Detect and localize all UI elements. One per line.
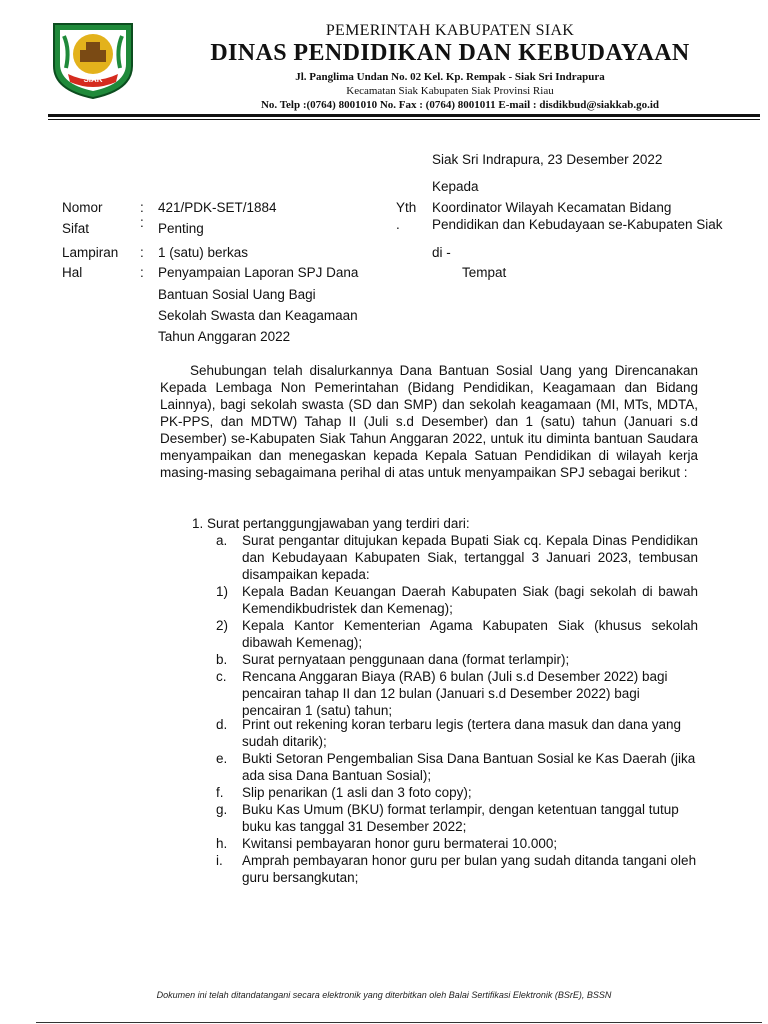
sub-marker-i: i. bbox=[216, 853, 223, 868]
list-item-1: 1. Surat pertanggungjawaban yang terdiri dari: bbox=[192, 516, 470, 531]
sub-marker-g: g. bbox=[216, 802, 228, 817]
siak-regency-logo bbox=[50, 20, 136, 100]
hal-colon: : bbox=[140, 265, 144, 280]
sub-item-b: Surat pernyataan penggunaan dana (format terlampir); bbox=[242, 652, 570, 667]
yth-label: Yth bbox=[396, 200, 417, 215]
lampiran-colon: : bbox=[140, 245, 144, 260]
sub-item-a: Surat pengantar ditujukan kepada Bupati Siak cq. Kepala Dinas Pendidikan dan Kebudayaan Kabupaten Siak, tertanggal 3 Januari 2023, tembusan disampaikan kepada: bbox=[242, 533, 698, 582]
sub-item-2: Kepala Kantor Kementerian Agama Kabupaten Siak (khusus sekolah dibawah Kemenag); bbox=[242, 618, 698, 650]
letterhead-government: PEMERINTAH KABUPATEN SIAK bbox=[325, 22, 575, 39]
sub-marker-1: 1) bbox=[216, 584, 229, 599]
lampiran-label: Lampiran bbox=[62, 245, 119, 260]
sub-marker-c: c. bbox=[216, 669, 227, 684]
sub-marker-a: a. bbox=[216, 533, 228, 548]
sub-item-e: Bukti Setoran Pengembalian Sisa Dana Bantuan Sosial ke Kas Daerah (jika ada sisa Dana Bantuan Sosial); bbox=[242, 751, 696, 783]
recipient-line-1: Koordinator Wilayah Kecamatan Bidang bbox=[432, 200, 672, 215]
sifat-colon: : bbox=[140, 215, 144, 230]
letterhead-contact: No. Telp :(0764) 8001010 No. Fax : (0764) 8001011 E-mail : disdikbud@siakkab.go.id bbox=[260, 99, 660, 111]
hal-line-2: Bantuan Sosial Uang Bagi bbox=[158, 287, 316, 302]
sub-item-h: Kwitansi pembayaran honor guru bermaterai 10.000; bbox=[242, 836, 558, 851]
sub-marker-2: 2) bbox=[216, 618, 229, 633]
body-paragraph: Sehubungan telah disalurkannya Dana Bantuan Sosial Uang yang Direncanakan Kepada Lembaga Non Pemerintahan (Bidang Pendidikan, Keagamaan dan Bidang Lainnya), bagi sekolah swasta (SD dan SMP) dan sekolah keagamaan (MI, MTs, MDTA, PK-PPS, dan MDTW) Tahap II (Juli s.d Desember) dan 1 (satu) tahun (Januari s.d Desember) se-Kabupaten Siak Tahun Anggaran 2022, untuk itu diminta bantuan Saudara menyampaikan dan menegaskan kepada Kepala Satuan Pendidikan di wilayah kerja masing-masing sebagaimana perihal di atas untuk menyampaikan SPJ sebagai berikut : bbox=[160, 363, 698, 480]
letterhead-district: Kecamatan Siak Kabupaten Siak Provinsi Riau bbox=[346, 85, 554, 97]
nomor-label: Nomor bbox=[62, 200, 103, 215]
logo-text: SIAK bbox=[83, 75, 103, 84]
hal-line-3: Sekolah Swasta dan Keagamaan bbox=[158, 308, 358, 323]
kepada-label: Kepada bbox=[432, 179, 479, 194]
recipient-di: di - bbox=[432, 245, 451, 260]
sub-marker-h: h. bbox=[216, 836, 228, 851]
sub-marker-b: b. bbox=[216, 652, 228, 667]
footer-rule bbox=[36, 1022, 762, 1023]
esign-footer: Dokumen ini telah ditandatangani secara elektronik yang diterbitkan oleh Balai Sertifikasi Elektronik (BSrE), BSSN bbox=[156, 990, 612, 1000]
letterhead-rule-thick bbox=[48, 114, 760, 117]
letterhead-rule-thin bbox=[48, 119, 760, 120]
recipient-tempat: Tempat bbox=[462, 265, 507, 280]
sub-marker-d: d. bbox=[216, 717, 228, 732]
lampiran-value: 1 (satu) berkas bbox=[158, 245, 249, 260]
recipient-line-2: Pendidikan dan Kebudayaan se-Kabupaten Siak bbox=[432, 217, 723, 232]
sifat-label: Sifat bbox=[62, 221, 90, 236]
sifat-value: Penting bbox=[158, 221, 204, 236]
sub-marker-e: e. bbox=[216, 751, 228, 766]
sub-item-d: Print out rekening koran terbaru legis (tertera dana masuk dan dana yang sudah ditarik); bbox=[242, 717, 682, 749]
letterhead-department: DINAS PENDIDIKAN DAN KEBUDAYAAN bbox=[210, 40, 690, 66]
sub-item-c: Rencana Anggaran Biaya (RAB) 6 bulan (Juli s.d Desember 2022) bagi pencairan tahap II dan 12 bulan (Januari s.d Desember 2022) bagi pencairan 1 (satu) tahun; bbox=[242, 669, 668, 718]
nomor-value: 421/PDK-SET/1884 bbox=[158, 200, 277, 215]
letterhead-address: Jl. Panglima Undan No. 02 Kel. Kp. Rempak - Siak Sri Indrapura bbox=[295, 71, 605, 83]
sub-item-i: Amprah pembayaran honor guru per bulan yang sudah ditanda tangani oleh guru bersangkutan; bbox=[242, 853, 697, 885]
sub-item-f: Slip penarikan (1 asli dan 3 foto copy); bbox=[242, 785, 472, 800]
letter-date: Siak Sri Indrapura, 23 Desember 2022 bbox=[432, 152, 663, 167]
hal-line-4: Tahun Anggaran 2022 bbox=[158, 329, 291, 344]
sub-marker-f: f. bbox=[216, 785, 224, 800]
hal-label: Hal bbox=[62, 265, 83, 280]
yth-dot: . bbox=[396, 217, 400, 232]
nomor-colon: : bbox=[140, 200, 144, 215]
sub-item-1: Kepala Badan Keuangan Daerah Kabupaten Siak (bagi sekolah di bawah Kemendikbudristek dan Kemenag); bbox=[242, 584, 698, 616]
sub-item-g: Buku Kas Umum (BKU) format terlampir, dengan ketentuan tanggal tutup buku kas tanggal 31 Desember 2022; bbox=[242, 802, 679, 834]
hal-line-1: Penyampaian Laporan SPJ Dana bbox=[158, 265, 359, 280]
